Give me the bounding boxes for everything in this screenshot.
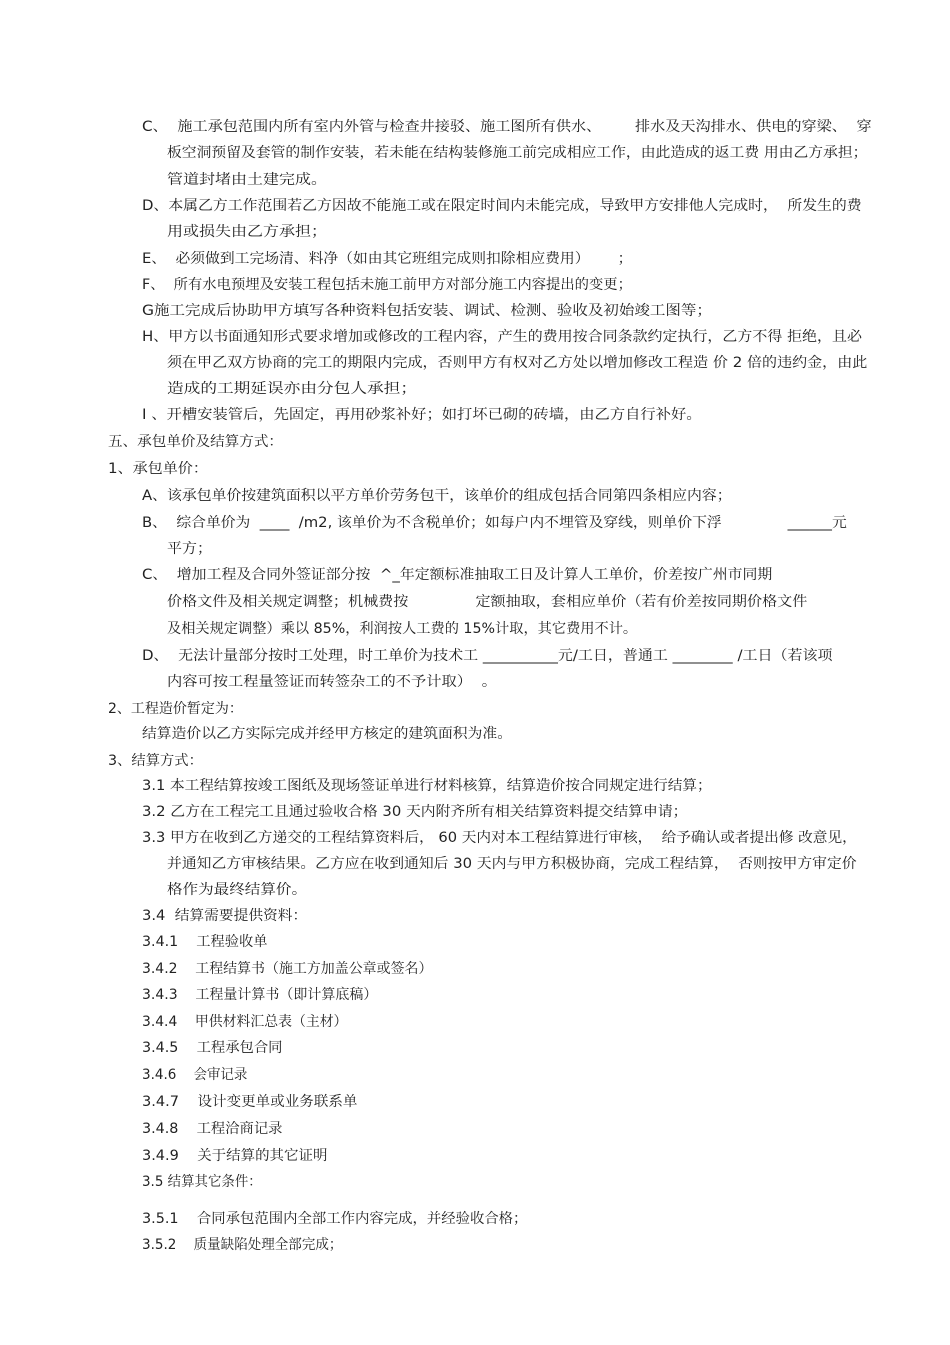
text-line: 3.1 本工程结算按竣工图纸及现场签证单进行材料核算，结算造价按合同规定进行结算； [142,778,712,794]
text-line: 3.2 乙方在工程完工且通过验收合格 30 天内附齐所有相关结算资料提交结算申请； [142,804,688,820]
text-line: H、甲方以书面通知形式要求增加或修改的工程内容，产生的费用按合同条款约定执行，乙方不得 拒绝，且必 [142,329,862,345]
text-line: 结算造价以乙方实际完成并经甲方核定的建筑面积为准。 [142,726,512,742]
text-line: 3.5.1 合同承包范围内全部工作内容完成，并经验收合格； [142,1211,528,1227]
text-line: 3.4.8 工程洽商记录 [142,1121,283,1137]
text-line: 3.4.3 工程量计算书（即计算底稿） [142,987,378,1003]
text-line: 3.3 甲方在收到乙方递交的工程结算资料后， 60 天内对本工程结算进行审核， 给予确认或者提出修 改意见， [142,830,857,846]
text-line: 五、承包单价及结算方式： [108,434,283,450]
text-line: 1、承包单价： [108,461,208,477]
text-line: 3.4.1 工程验收单 [142,934,268,950]
text-line: 3.4 结算需要提供资料： [142,908,308,924]
text-line: E、 必须做到工完场清、料净（如由其它班组完成则扣除相应费用） ； [142,251,633,267]
text-line: 3.4.7 设计变更单或业务联系单 [142,1094,358,1110]
text-line: C、 施工承包范围内所有室内外管与检查井接驳、施工图所有供水、 排水及天沟排水、供电的穿梁、 穿 [142,119,872,135]
text-line: 用或损失由乙方承担； [167,224,327,240]
text-line: C、 增加工程及合同外签证部分按 ^_年定额标准抽取工日及计算人工单价，价差按广州市同期 [142,567,773,583]
text-line: A、该承包单价按建筑面积以平方单价劳务包干，该单价的组成包括合同第四条相应内容； [142,488,732,504]
text-line: 平方； [167,541,212,557]
text-line: 3、结算方式： [108,753,203,769]
text-line: 3.4.5 工程承包合同 [142,1040,283,1056]
text-line: 3.4.4 甲供材料汇总表（主材） [142,1014,348,1030]
text-line: 并通知乙方审核结果。乙方应在收到通知后 30 天内与甲方积极协商，完成工程结算， 否则按甲方审定价 [167,856,857,872]
text-line: 3.4.6 会审记录 [142,1067,248,1083]
text-line: 3.5 结算其它条件： [142,1174,262,1190]
text-line: 须在甲乙双方协商的完工的期限内完成，否则甲方有权对乙方处以增加修改工程造 价 2 倍的违约金，由此 [167,355,868,371]
text-line: 价格文件及相关规定调整；机械费按 定额抽取，套相应单价（若有价差按同期价格文件 [167,594,808,610]
text-line: 内容可按工程量签证而转签杂工的不予计取） 。 [167,674,497,690]
text-line: F、 所有水电预埋及安装工程包括未施工前甲方对部分施工内容提出的变更； [142,277,632,293]
text-line: I 、开槽安装管后，先固定，再用砂浆补好；如打坏已砌的砖墙，由乙方自行补好。 [142,407,702,423]
text-line: B、 综合单价为 ____ /m2, 该单价为不含税单价；如每户内不埋管及穿线，则单价下浮 ______元 [142,515,847,531]
text-line: 管道封堵由土建完成。 [167,172,327,188]
text-line: D、本属乙方工作范围若乙方因故不能施工或在限定时间内未能完成，导致甲方安排他人完成时， 所发生的费 [142,198,862,214]
text-line: G施工完成后协助甲方填写各种资料包括安装、调试、检测、验收及初始竣工图等； [142,303,712,319]
text-line: 3.4.2 工程结算书（施工方加盖公章或签名） [142,961,433,977]
text-line: 3.4.9 关于结算的其它证明 [142,1148,328,1164]
text-line: 板空洞预留及套管的制作安装，若未能在结构装修施工前完成相应工作，由此造成的返工费 用由乙方承担； [167,145,868,161]
text-line: 2、工程造价暂定为： [108,701,243,717]
text-line: 格作为最终结算价。 [167,882,307,898]
text-line: 及相关规定调整）乘以 85%，利润按人工费的 15%计取，其它费用不计。 [167,621,638,637]
text-line: 造成的工期延误亦由分包人承担； [167,381,417,397]
text-line: 3.5.2 质量缺陷处理全部完成； [142,1237,343,1253]
text-line: D、 无法计量部分按时工处理，时工单价为技术工 __________元/工日，普通工 ________ /工日（若该项 [142,648,833,664]
